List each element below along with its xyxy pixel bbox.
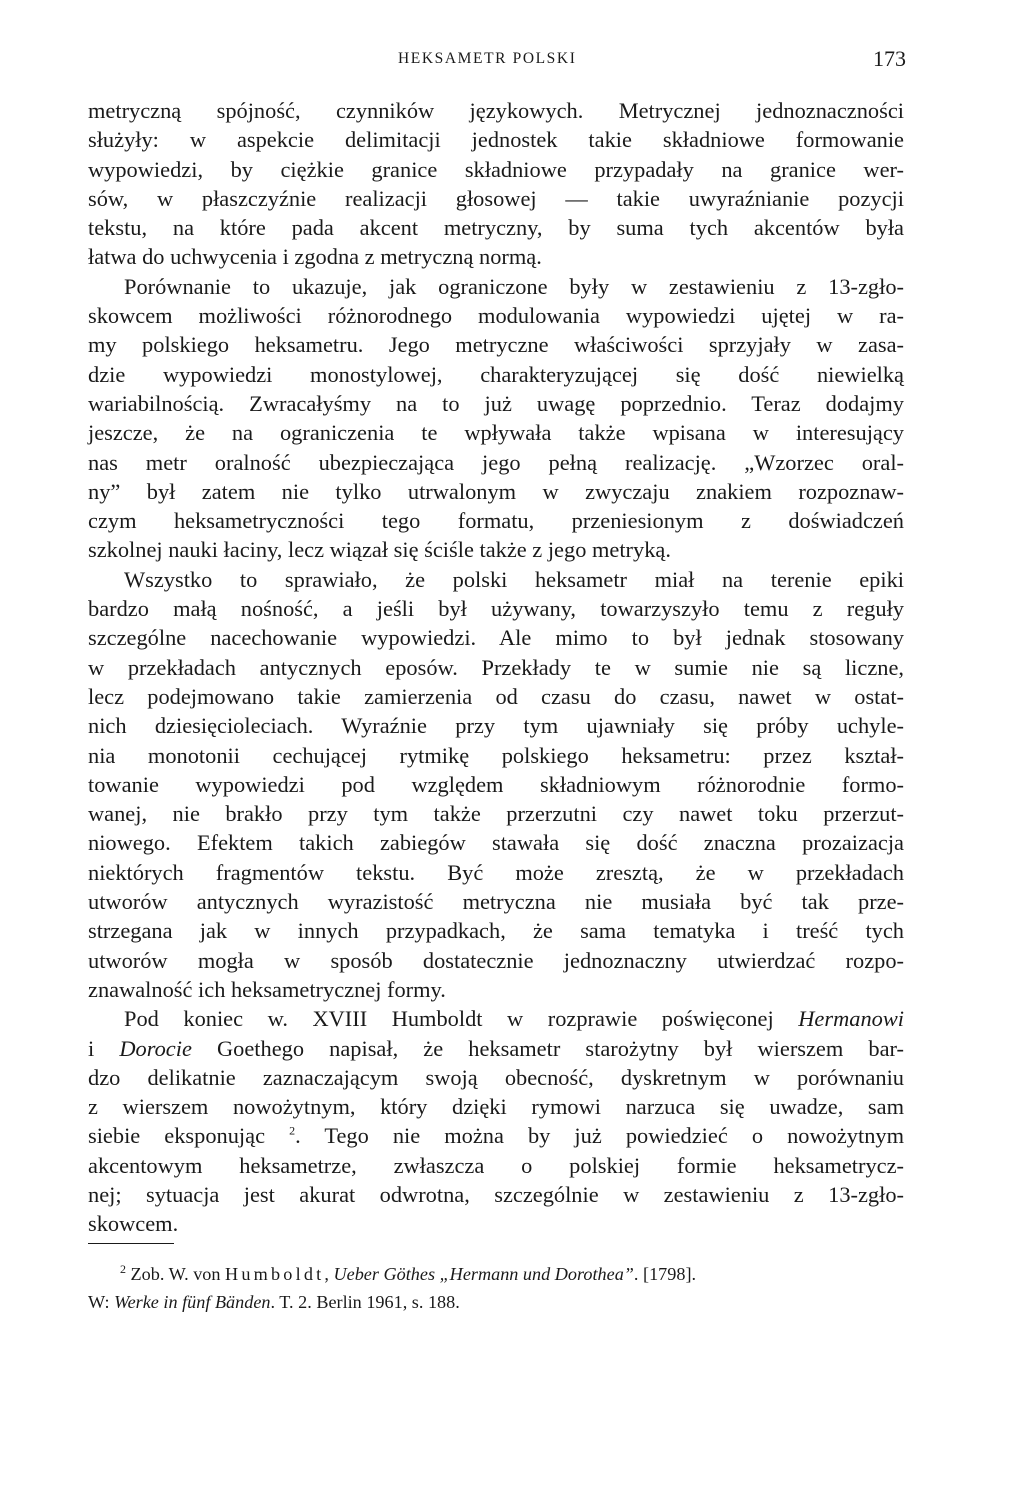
- text-line: utworów mogła w sposób dostatecznie jednoznaczny utwierdzać rozpo-: [88, 947, 904, 973]
- title-dorocie: Dorocie: [119, 1035, 192, 1061]
- cited-book: Werke in fünf Bänden: [114, 1292, 271, 1312]
- text-line: niektórych fragmentów tekstu. Być może zresztą, że w przekładach: [88, 859, 904, 885]
- body-text: [88, 96, 904, 1239]
- text-line: w przekładach antycznych eposów. Przekłady te w sumie nie są liczne,: [88, 654, 904, 680]
- text-line: wanej, nie brakło przy tym także przerzutni czy nawet toku przerzut-: [88, 801, 904, 827]
- paragraph: [88, 565, 904, 1004]
- text-line: metryczną spójność, czynników językowych. Metrycznej jednoznaczności: [88, 98, 904, 123]
- running-head: [0, 46, 1024, 76]
- text-line: nej; sytuacja jest akurat odwrotna, szczególnie w zestawieniu z 13-zgło-: [88, 1181, 904, 1207]
- text-line: niowego. Efektem takich zabiegów stawała się dość znaczna prozaizacja: [88, 830, 904, 856]
- text-line: i Dorocie Goethego napisał, że heksametr starożytny był wierszem bar-: [88, 1035, 904, 1061]
- text-line: łatwa do uchwycenia i zgodna z metryczną normą.: [88, 244, 542, 270]
- footnote: [88, 1260, 904, 1316]
- text-line: szkolnej nauki łaciny, lecz wiązał się ściśle także z jego metryką.: [88, 537, 671, 563]
- title-hermanowi: Hermanowi: [798, 1006, 904, 1032]
- text-line: dzo delikatnie zaznaczającym swoją obecność, dyskretnym w porównaniu: [88, 1064, 904, 1090]
- footnote-separator: [88, 1243, 174, 1244]
- footnote-line: $^2$ Zob. W. von Humboldt, Ueber Göthes „Hermann und Dorothea”. [1798].: [120, 1261, 697, 1284]
- text-line: służyły: w aspekcie delimitacji jednostek takie składniowe formowanie: [88, 127, 904, 153]
- text-line: Pod koniec w. XVIII Humboldt w rozprawie poświęconej Hermanowi: [124, 1006, 904, 1032]
- text-line: lecz podejmowano takie zamierzenia od czasu do czasu, nawet w ostat-: [88, 683, 904, 709]
- footnote-line: W: Werke in fünf Bänden. T. 2. Berlin 1961, s. 188.: [88, 1292, 460, 1312]
- text-line: z wierszem nowożytnym, który dzięki rymowi narzuca się uwadze, sam: [88, 1094, 904, 1120]
- text-line: akcentowym heksametrze, zwłaszcza o polskiej formie heksametrycz-: [88, 1152, 904, 1178]
- cited-title: Ueber Göthes „Hermann und Dorothea”: [333, 1264, 634, 1284]
- text-line: sów, w płaszczyźnie realizacji głosowej — takie uwyraźnianie pozycji: [88, 185, 904, 211]
- text-line: Porównanie to ukazuje, jak ograniczone były w zestawieniu z 13-zgło-: [124, 273, 904, 299]
- paragraphs: [88, 96, 904, 1004]
- page-number: 173: [873, 46, 906, 71]
- text-line: my polskiego heksametru. Jego metryczne właściwości sprzyjały w zasa-: [88, 332, 904, 358]
- text-line: ny” był zatem nie tylko utrwalonym w zwyczaju znakiem rozpoznaw-: [88, 478, 904, 504]
- text-line: skowcem.: [88, 1211, 179, 1237]
- text-line: znawalność ich heksametrycznej formy.: [88, 976, 446, 1002]
- text-line: czym heksametryczności tego formatu, przeniesionym z doświadczeń: [88, 508, 904, 534]
- paragraph: [88, 96, 904, 272]
- text-line: towanie wypowiedzi pod względem składniowym różnorodnie formo-: [88, 771, 904, 797]
- text-line: utworów antycznych wyrazistość metryczna nie musiała być tak prze-: [88, 889, 904, 915]
- text-line: nich dziesięcioleciach. Wyraźnie przy tym ujawniały się próby uchyle-: [88, 713, 904, 739]
- text-line: skowcem możliwości różnorodnego modulowania wypowiedzi ujętej w ra-: [88, 303, 904, 329]
- text-line: wariabilnością. Zwracałyśmy na to już uwagę poprzednio. Teraz dodajmy: [88, 390, 904, 416]
- running-title: HEKSAMETR POLSKI: [398, 50, 577, 67]
- paragraph: [88, 272, 904, 565]
- text-line: siebie eksponując $^2$. Tego nie można by już powiedzieć o nowożytnym: [88, 1123, 904, 1149]
- text-line: bardzo małą nośność, a jeśli był używany, towarzyszyło temu z reguły: [88, 596, 904, 622]
- author-name: Humboldt: [225, 1264, 325, 1284]
- text-line: wypowiedzi, by ciężkie granice składniowe przypadały na granice wer-: [88, 156, 904, 182]
- text-line: jeszcze, że na ograniczenia te wpływała także wpisana w interesujący: [88, 420, 904, 446]
- footnote-reference[interactable]: 2: [289, 1123, 296, 1138]
- text-line: nia monotonii cechującej rytmikę polskiego heksametru: przez kształ-: [88, 742, 904, 768]
- text-line: szczególne nacechowanie wypowiedzi. Ale mimo to był jednak stosowany: [88, 625, 904, 651]
- text-line: dzie wypowiedzi monostylowej, charakteryzującej się dość niewielką: [88, 361, 904, 387]
- text-line: strzegana jak w innych przypadkach, że sama tematyka i treść tych: [88, 918, 904, 944]
- footnote-marker: 2: [120, 1261, 126, 1276]
- text-line: tekstu, na które pada akcent metryczny, by suma tych akcentów była: [88, 215, 904, 241]
- text-line: Wszystko to sprawiało, że polski heksametr miał na terenie epiki: [124, 566, 904, 592]
- paragraph-humboldt: [88, 1004, 904, 1238]
- text-line: nas metr oralność ubezpieczająca jego pełną realizację. „Wzorzec oral-: [88, 449, 904, 475]
